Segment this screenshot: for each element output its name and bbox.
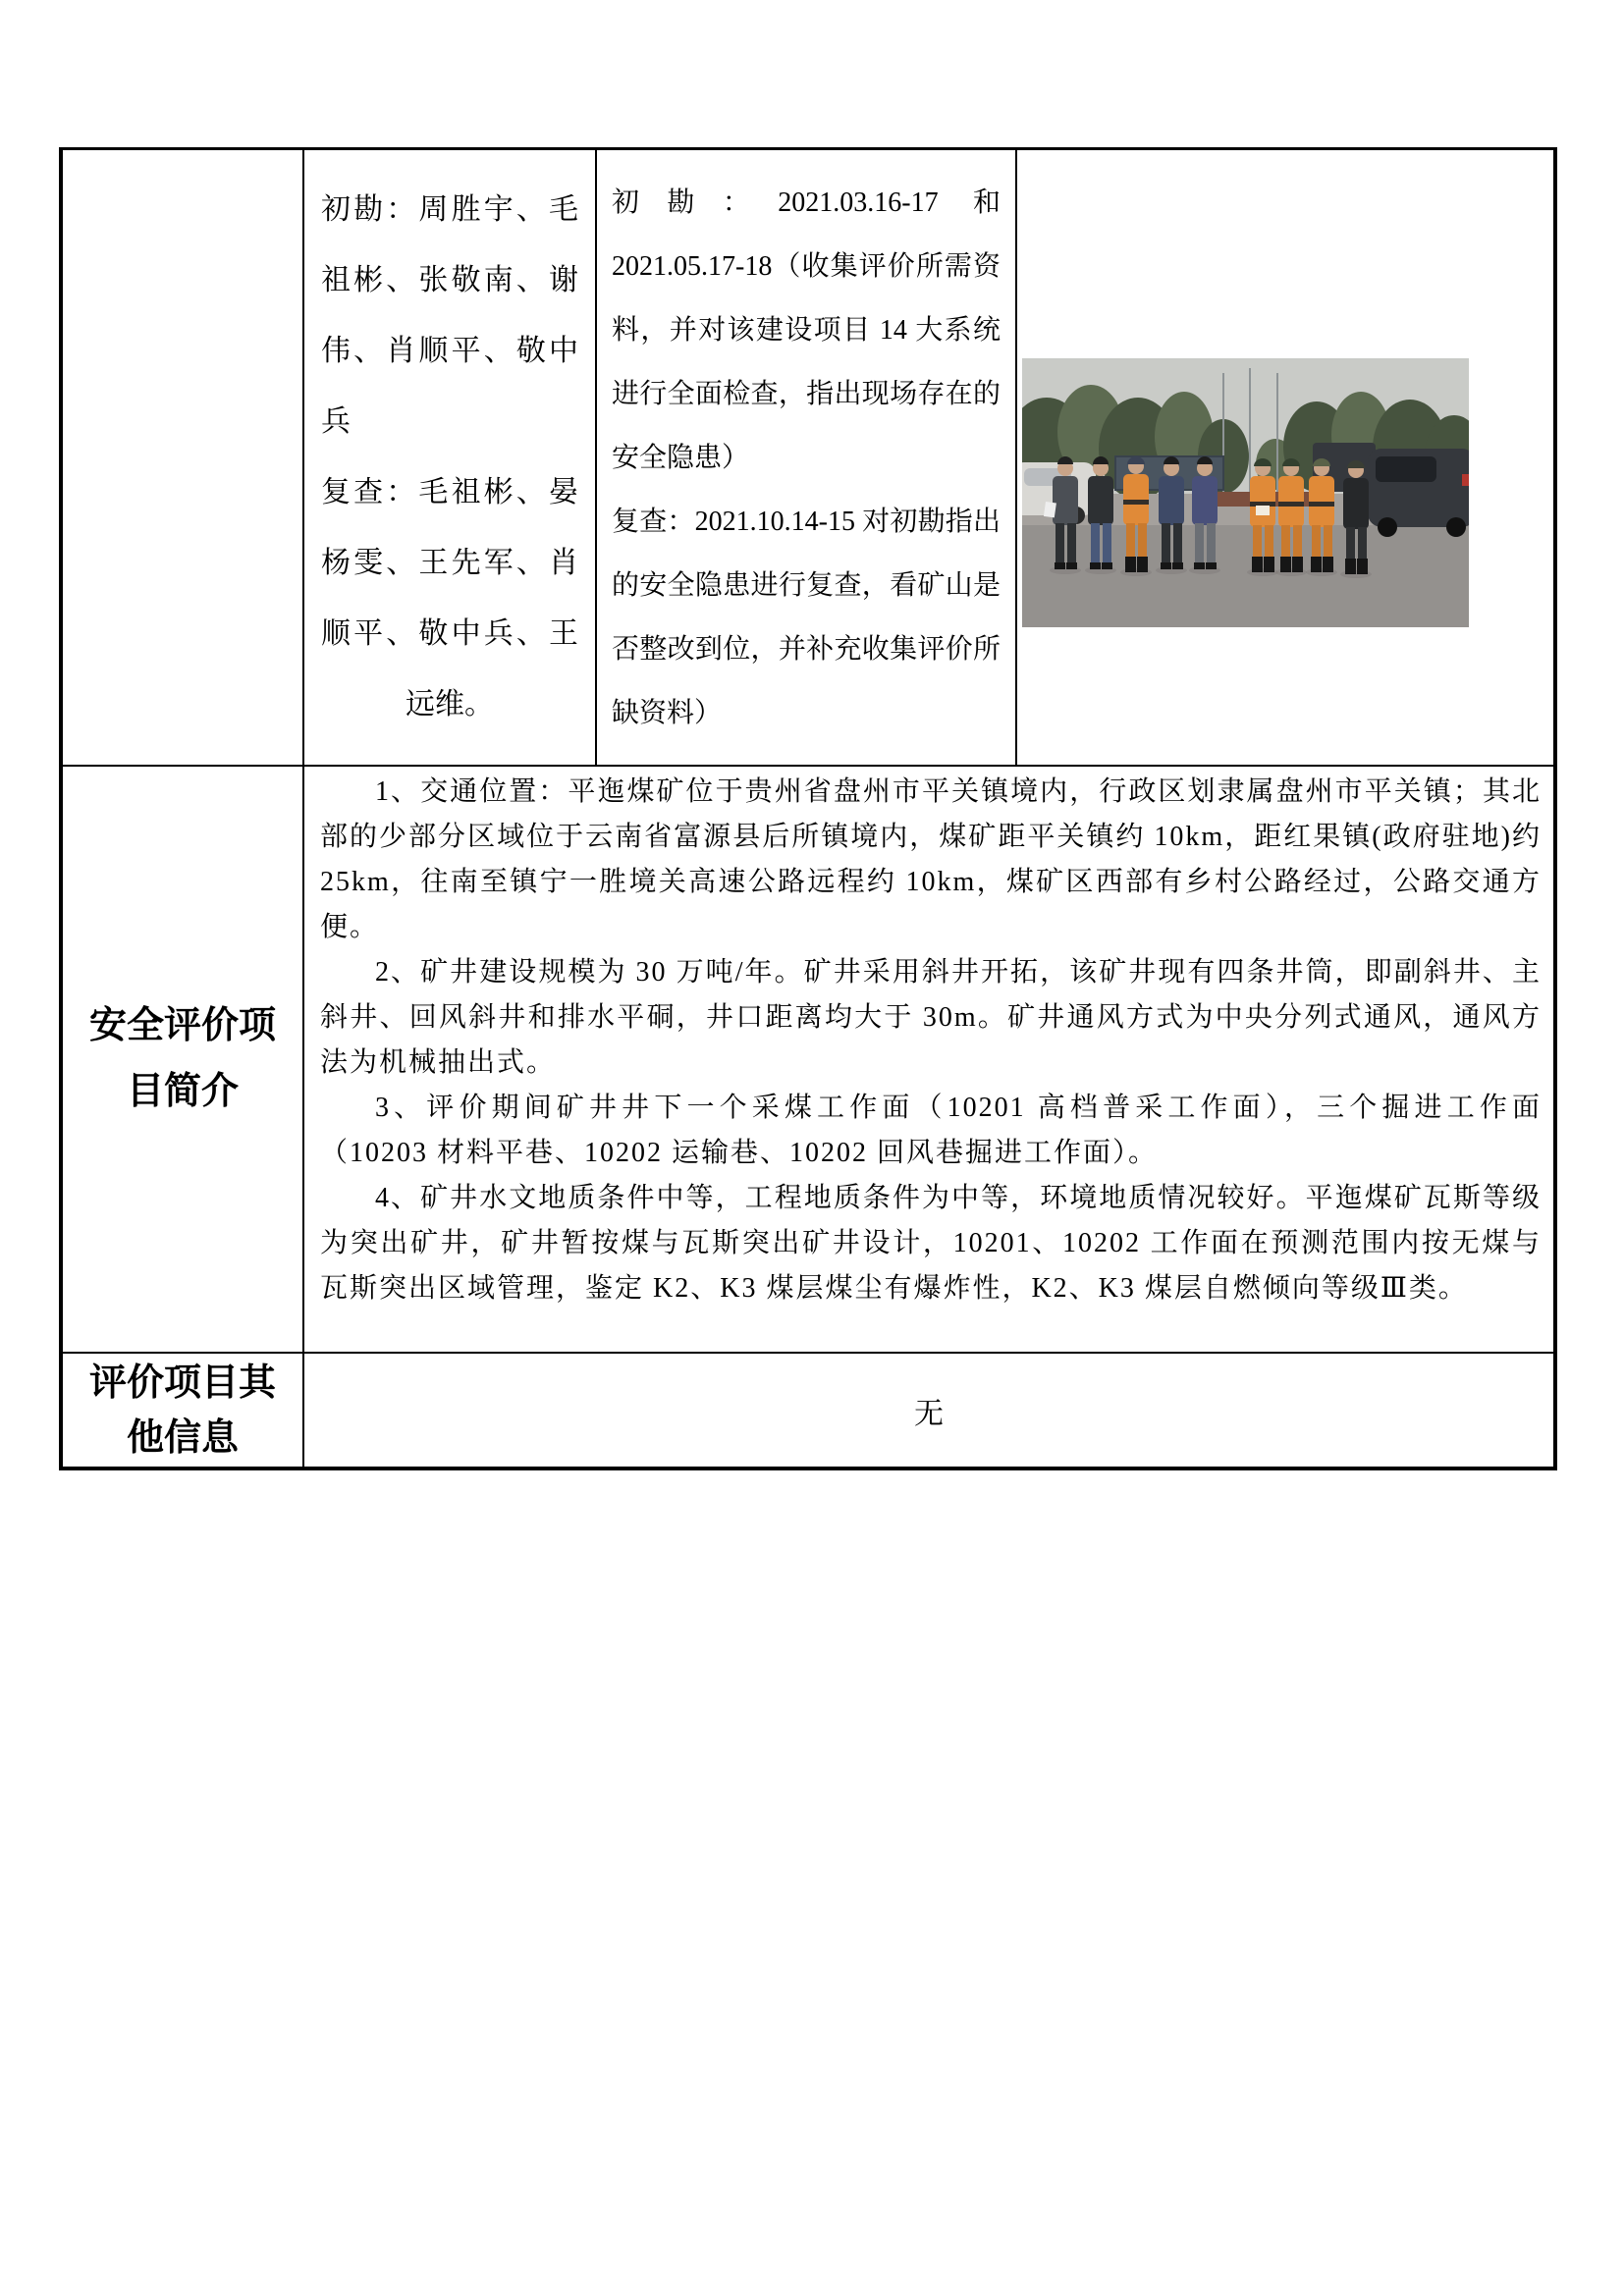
other-info-label-cell xyxy=(63,1354,304,1467)
project-brief-label-line2: 目简介 xyxy=(126,1071,239,1112)
table-row-project-brief xyxy=(63,767,1553,1354)
project-brief-content-cell xyxy=(304,767,1553,1352)
table-row-other-info xyxy=(63,1354,1553,1467)
other-info-label-line1: 评价项目其 xyxy=(88,1362,276,1404)
brief-paragraph-3: 3、评价期间矿井井下一个采煤工作面（10201 高档普采工作面），三个掘进工作面（10203 材料平巷、10202 运输巷、10202 回风巷掘进工作面）。 xyxy=(320,1093,1542,1168)
brief-paragraph-2: 2、矿井建设规模为 30 万吨/年。矿井采用斜井开拓，该矿井现有四条井筒，即副斜井、主斜井、回风斜井和排水平硐，井口距离均大于 30m。矿井通风方式为中央分列式通风，通风方法为机械抽出式。 xyxy=(320,957,1542,1078)
evaluation-table xyxy=(59,147,1557,1470)
initial-survey-dates: 初勘：2021.03.16-17 和 2021.05.17-18（收集评价所需资料，并对该建设项目 14 大系统进行全面检查，指出现场存在的安全隐患） xyxy=(612,187,1001,473)
other-info-label-line2: 他信息 xyxy=(126,1416,239,1459)
other-info-value-cell xyxy=(304,1354,1553,1467)
table-row-site-survey xyxy=(63,150,1553,767)
site-photo-cell xyxy=(1017,150,1553,765)
brief-paragraph-1: 1、交通位置：平迤煤矿位于贵州省盘州市平关镇境内，行政区划隶属盘州市平关镇；其北部的少部分区域位于云南省富源县后所镇境内，煤矿距平关镇约 10km，距红果镇(政府驻地)约 25km，往南至镇宁一胜境关高速公路远程约 10km，煤矿区西部有乡村公路经过，公路交通方便。 xyxy=(320,776,1542,942)
review-dates: 复查：2021.10.14-15 对初勘指出的安全隐患进行复查，看矿山是否整改到位，并补充收集评价所缺资料） xyxy=(612,506,1001,728)
review-personnel: 复查：毛祖彬、晏杨雯、王先军、肖顺平、敬中兵、王远维。 xyxy=(321,476,578,721)
other-info-value: 无 xyxy=(914,1397,944,1430)
site-photo xyxy=(1022,358,1469,627)
photo-pavement xyxy=(1022,525,1469,627)
site-photo-illustration xyxy=(1022,358,1469,627)
survey-schedule-cell xyxy=(597,150,1017,765)
initial-survey-personnel: 初勘：周胜宇、毛祖彬、张敬南、谢伟、肖顺平、敬中兵 xyxy=(321,193,578,438)
project-brief-label-line1: 安全评价项 xyxy=(88,1005,276,1046)
brief-paragraph-4: 4、矿井水文地质条件中等，工程地质条件为中等，环境地质情况较好。平迤煤矿瓦斯等级为突出矿井，矿井暂按煤与瓦斯突出矿井设计，10201、10202 工作面在预测范围内按无煤与瓦斯突出区域管理，鉴定 K2、K3 煤层煤尘有爆炸性，K2、K3 煤层自燃倾向等级Ⅲ类。 xyxy=(320,1183,1542,1304)
survey-personnel-cell xyxy=(304,150,597,765)
project-brief-label-cell xyxy=(63,767,304,1352)
photo-suv xyxy=(1368,449,1469,537)
empty-label-cell xyxy=(63,150,304,765)
